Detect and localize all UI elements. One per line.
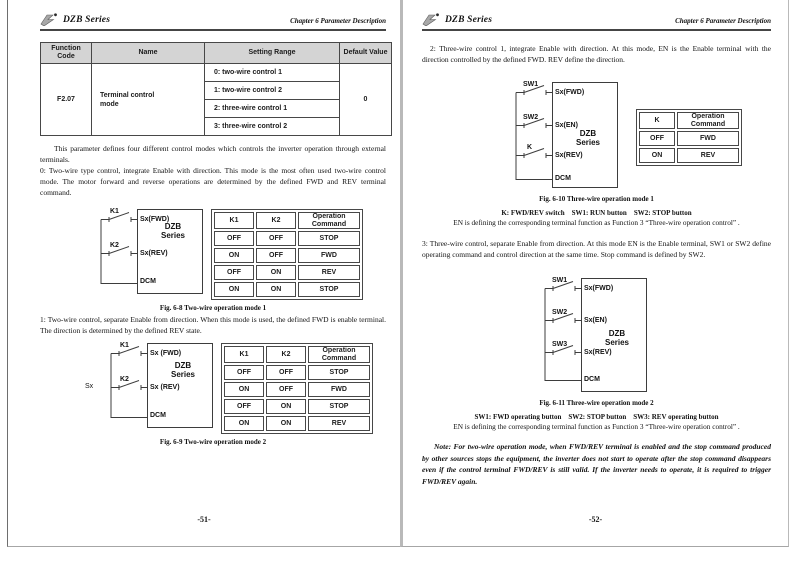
paragraph-mode0: 0: Two-wire type control, integrate Enable with direction. This mode is the most often used two-wire control mode. The motor forward and reverse operations are determined by the defined FWD and REV terminal command. — [40, 166, 386, 197]
truth-header: K1 — [224, 346, 264, 363]
paragraph-mode2: 2: Three-wire control 1, integrate Enable with direction. At this mode, EN is the Enable terminal with the direction controlled by the defined FWD. REV define the direction. — [422, 44, 771, 64]
brand-text: DZB Series — [63, 14, 111, 25]
truth-cell: OFF — [214, 265, 254, 280]
truth-cell: ON — [224, 416, 264, 431]
figure-caption: Fig. 6-9 Two-wire operation mode 2 — [159, 438, 267, 446]
setting-cell: 0: two-wire control 1 — [205, 64, 340, 82]
truth-cell: REV — [677, 148, 739, 163]
figure-6-10 — [508, 79, 771, 191]
truth-cell: ON — [266, 416, 306, 431]
truth-header: K2 — [266, 346, 306, 363]
parameter-table-header-row — [41, 43, 392, 64]
paragraph-mode3: 3: Three-wire control, separate Enable from direction. At this mode EN is the Enable terminal, SW1 or SW2 define operating command and control direction at the same time. Stop command is defined by SW2. — [422, 239, 771, 259]
truth-table-6-8 — [211, 209, 363, 300]
truth-cell: STOP — [308, 365, 370, 380]
switch-label: K2 — [120, 376, 129, 383]
device-label: DZB Series — [575, 129, 601, 147]
name-cell: Terminal control mode — [92, 64, 205, 136]
switch-label: SW2 — [523, 114, 539, 121]
col-setting-range: Setting Range — [205, 43, 340, 64]
page-header — [422, 13, 771, 31]
terminal-label: Sx(REV) — [555, 152, 583, 159]
switch-label: SW1 — [523, 81, 539, 88]
terminal-label: Sx(FWD) — [555, 89, 585, 96]
truth-header: K — [639, 112, 675, 129]
switch-label: K1 — [110, 208, 119, 215]
wiring-diagram-6-8 — [93, 207, 205, 295]
col-default-value: Default Value — [340, 43, 392, 64]
truth-cell: STOP — [298, 231, 360, 246]
truth-cell: STOP — [298, 282, 360, 297]
switch-label: K — [527, 144, 533, 151]
figure-caption: Fig. 6-11 Three-wire operation mode 2 — [539, 399, 654, 407]
switch-label: K2 — [110, 242, 119, 249]
truth-cell: ON — [256, 282, 296, 297]
figure-legend: SW1: FWD operating button SW2: STOP button SW3: REV operating button — [474, 413, 719, 421]
truth-header: Operation Command — [308, 346, 370, 363]
setting-cell: 2: three-wire control 1 — [205, 100, 340, 118]
terminal-label: Sx(FWD) — [584, 285, 614, 292]
col-name: Name — [92, 43, 205, 64]
page-number: -52- — [588, 515, 603, 524]
figure-caption: Fig. 6-10 Three-wire operation mode 1 — [539, 195, 654, 203]
wiring-diagram-6-11 — [537, 275, 649, 395]
truth-cell: FWD — [677, 131, 739, 146]
page-right — [400, 0, 789, 547]
truth-header: Operation Command — [677, 112, 739, 129]
terminal-label: Sx(REV) — [584, 349, 612, 356]
brand-logo-icon — [40, 13, 60, 26]
device-label: DZB Series — [160, 222, 186, 240]
truth-cell: OFF — [224, 365, 264, 380]
chapter-title: Chapter 6 Parameter Description — [675, 17, 771, 25]
truth-cell: OFF — [256, 231, 296, 246]
truth-table-6-9 — [221, 343, 373, 434]
table-row — [41, 64, 392, 82]
switch-label: SW3 — [552, 341, 568, 348]
wiring-diagram-6-9 — [85, 341, 215, 429]
brand-logo-icon — [422, 13, 442, 26]
paragraph-intro: This parameter defines four different control modes which controls the inverter operation through external terminals. — [40, 144, 386, 164]
truth-cell: REV — [298, 265, 360, 280]
terminal-label: DCM — [150, 412, 166, 419]
figure-6-8 — [93, 207, 386, 300]
note-paragraph: Note: For two-wire operation mode, when FWD/REV terminal is enabled and the stop command produced by other sources stops the equipment, the inverter does not start to operate after the stop command disappears even if the control terminal FWD/REV is still valid. If the inverter needs to operate, it is required to trigger FWD/REV again. — [422, 442, 771, 486]
truth-cell: OFF — [639, 131, 675, 146]
figure-legend: K: FWD/REV switch SW1: RUN button SW2: STOP button — [501, 209, 692, 217]
truth-cell: REV — [308, 416, 370, 431]
en-note: EN is defining the corresponding terminal function as Function 3 “Three-wire operation control” . — [453, 422, 740, 431]
truth-cell: ON — [266, 399, 306, 414]
paragraph-mode1: 1: Two-wire control, separate Enable from direction. When this mode is used, the defined FWD is enable terminal. The direction is determined by the defined REV state. — [40, 315, 386, 335]
truth-header: K2 — [256, 212, 296, 229]
truth-cell: FWD — [308, 382, 370, 397]
truth-header: Operation Command — [298, 212, 360, 229]
switch-label: SW2 — [552, 309, 568, 316]
device-label: DZB Series — [170, 361, 196, 379]
truth-cell: OFF — [256, 248, 296, 263]
truth-cell: ON — [256, 265, 296, 280]
figure-6-9 — [85, 341, 386, 434]
terminal-label: Sx(REV) — [140, 250, 168, 257]
en-note: EN is defining the corresponding terminal function as Function 3 “Three-wire operation control” . — [453, 218, 740, 227]
truth-cell: OFF — [266, 382, 306, 397]
figure-caption: Fig. 6-8 Two-wire operation mode 1 — [159, 304, 267, 312]
truth-cell: ON — [214, 282, 254, 297]
terminal-label: Sx(FWD) — [140, 216, 170, 223]
page-header — [40, 13, 386, 31]
truth-cell: OFF — [224, 399, 264, 414]
switch-label: K1 — [120, 342, 129, 349]
device-label: DZB Series — [604, 329, 630, 347]
brand-text: DZB Series — [445, 14, 493, 25]
terminal-label: Sx(EN) — [555, 122, 578, 129]
truth-cell: OFF — [266, 365, 306, 380]
brand — [40, 13, 110, 26]
col-function-code: Function Code — [41, 43, 92, 64]
wiring-diagram-6-10 — [508, 79, 620, 191]
setting-cell: 1: two-wire control 2 — [205, 82, 340, 100]
truth-cell: ON — [639, 148, 675, 163]
bus-label: Sx — [85, 383, 94, 390]
terminal-label: DCM — [140, 278, 156, 285]
brand — [422, 13, 492, 26]
terminal-label: DCM — [555, 175, 571, 182]
truth-table-6-10 — [636, 109, 742, 166]
chapter-title: Chapter 6 Parameter Description — [290, 17, 386, 25]
truth-cell: STOP — [308, 399, 370, 414]
terminal-label: DCM — [584, 376, 600, 383]
truth-cell: ON — [214, 248, 254, 263]
terminal-label: Sx(EN) — [584, 317, 607, 324]
terminal-label: Sx (FWD) — [150, 350, 182, 357]
truth-cell: OFF — [214, 231, 254, 246]
function-code-cell: F2.07 — [41, 64, 92, 136]
page-number: -51- — [197, 515, 211, 524]
page-left — [7, 0, 400, 547]
switch-label: SW1 — [552, 277, 568, 284]
setting-cell: 3: three-wire control 2 — [205, 118, 340, 136]
figure-6-11 — [537, 275, 771, 395]
truth-cell: FWD — [298, 248, 360, 263]
terminal-label: Sx (REV) — [150, 384, 180, 391]
parameter-table — [40, 42, 392, 136]
truth-header: K1 — [214, 212, 254, 229]
truth-cell: ON — [224, 382, 264, 397]
default-cell: 0 — [340, 64, 392, 136]
